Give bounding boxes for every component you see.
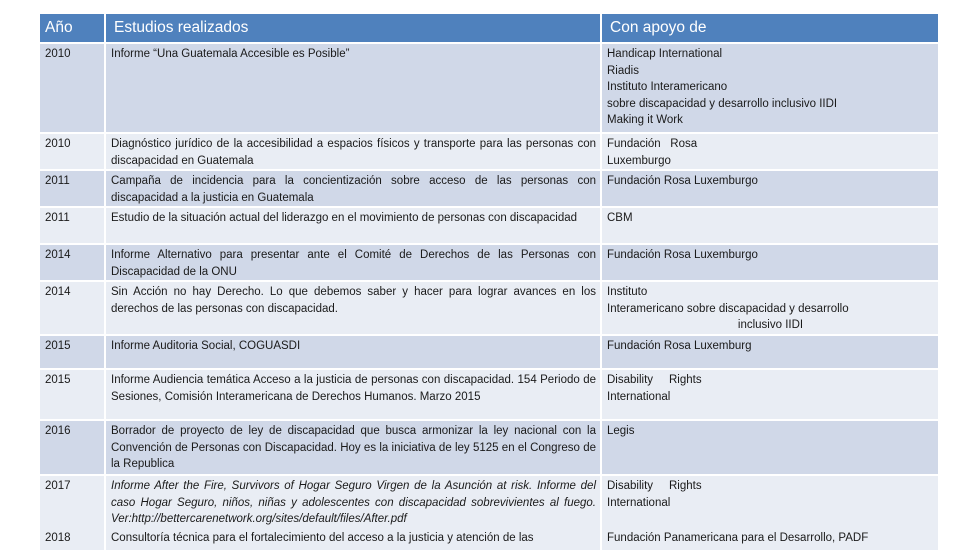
row-study: Consultoría técnica para el fortalecimiento del acceso a la justicia y atención de las — [106, 528, 602, 550]
table-row — [40, 282, 938, 336]
row-study: Campaña de incidencia para la concientización sobre acceso de las personas con discapacidad a la justicia en Guatemala — [106, 171, 602, 206]
row-year: 2018 — [40, 528, 106, 550]
row-study: Informe “Una Guatemala Accesible es Posible” — [106, 44, 602, 132]
table-header — [40, 14, 938, 44]
row-support: Disability Rights International — [602, 476, 938, 528]
row-study: Informe After the Fire, Survivors of Hogar Seguro Virgen de la Asunción at risk. Informe del caso Hogar Seguro, niños, niñas y adolescentes con discapacidad sobrevivientes al fuego. Ver:http://bettercarenetwork.org/sites/default/files/After.pdf — [106, 476, 602, 528]
row-year: 2011 — [40, 171, 106, 206]
table-row — [40, 370, 938, 421]
table-row — [40, 528, 938, 550]
table-row — [40, 134, 938, 171]
row-support: Disability Rights International — [602, 370, 938, 419]
row-year: 2011 — [40, 208, 106, 243]
row-study: Informe Audiencia temática Acceso a la justicia de personas con discapacidad. 154 Periodo de Sesiones, Comisión Interamericana de Derechos Humanos. Marzo 2015 — [106, 370, 602, 419]
row-year: 2016 — [40, 421, 106, 474]
row-support: Fundación Rosa Luxemburgo — [602, 134, 938, 169]
table-row — [40, 476, 938, 528]
table-row — [40, 44, 938, 134]
row-year: 2014 — [40, 245, 106, 280]
row-year: 2017 — [40, 476, 106, 528]
row-support: Instituto Interamericano sobre discapacidad y desarrollo inclusivo IIDI — [602, 282, 938, 334]
table-row — [40, 208, 938, 245]
row-study: Borrador de proyecto de ley de discapacidad que busca armonizar la ley nacional con la Convención de Personas con Discapacidad. Hoy es la iniciativa de ley 5125 en el Congreso de la Republica — [106, 421, 602, 474]
row-study: Informe Alternativo para presentar ante el Comité de Derechos de las Personas con Discapacidad de la ONU — [106, 245, 602, 280]
header-support: Con apoyo de — [602, 14, 938, 42]
table-row — [40, 171, 938, 208]
row-year: 2010 — [40, 134, 106, 169]
row-year: 2014 — [40, 282, 106, 334]
row-support: Fundación Rosa Luxemburgo — [602, 245, 938, 280]
row-year: 2015 — [40, 370, 106, 419]
header-year: Año — [40, 14, 106, 42]
row-study: Informe Auditoria Social, COGUASDI — [106, 336, 602, 368]
table-row — [40, 245, 938, 282]
row-support: CBM — [602, 208, 938, 243]
row-study: Diagnóstico jurídico de la accesibilidad a espacios físicos y transporte para las personas con discapacidad en Guatemala — [106, 134, 602, 169]
studies-table — [40, 14, 938, 550]
row-support: Fundación Panamericana para el Desarrollo, PADF — [602, 528, 938, 550]
row-year: 2015 — [40, 336, 106, 368]
row-support: Fundación Rosa Luxemburg — [602, 336, 938, 368]
row-support: Fundación Rosa Luxemburgo — [602, 171, 938, 206]
row-support: Handicap International Riadis Instituto Interamericano sobre discapacidad y desarrollo inclusivo IIDI Making it Work — [602, 44, 938, 132]
row-study: Sin Acción no hay Derecho. Lo que debemos saber y hacer para lograr avances en los derechos de las personas con discapacidad. — [106, 282, 602, 334]
row-support: Legis — [602, 421, 938, 474]
table-row — [40, 421, 938, 476]
row-year: 2010 — [40, 44, 106, 132]
table-row — [40, 336, 938, 370]
row-study: Estudio de la situación actual del liderazgo en el movimiento de personas con discapacidad — [106, 208, 602, 243]
header-studies: Estudios realizados — [106, 14, 602, 42]
